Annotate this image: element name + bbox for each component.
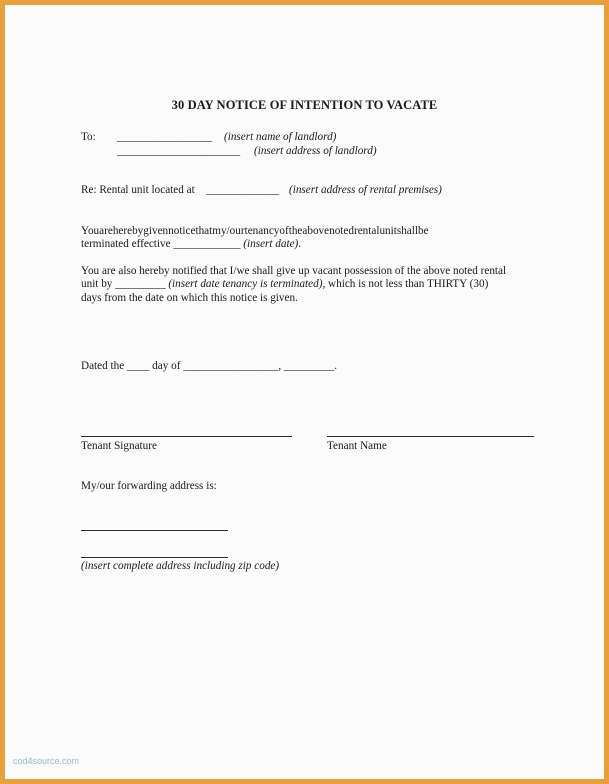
possession-paragraph — [81, 265, 543, 305]
period: . — [334, 360, 338, 372]
landlord-name-hint: (insert name of landlord) — [224, 131, 337, 143]
possession-paragraph-line3: days from the date on which this notice is given. — [81, 291, 298, 304]
notice-paragraph-line2 — [81, 238, 543, 251]
day-blank[interactable]: ____ — [126, 360, 150, 372]
tenancy-end-date-hint: (insert date tenancy is terminated) — [168, 278, 323, 291]
landlord-address-hint: (insert address of landlord) — [254, 145, 377, 157]
notice-word: given — [143, 225, 169, 237]
termination-date-hint: (insert date) — [243, 238, 299, 251]
notice-word: be — [417, 225, 429, 237]
possession-paragraph-line2 — [81, 278, 543, 291]
year-blank[interactable]: _________ — [283, 360, 335, 372]
document-title: 30 DAY NOTICE OF INTENTION TO VACATE — [171, 98, 438, 112]
notice-word: noted — [329, 225, 354, 237]
notice-word: my/our — [212, 225, 245, 237]
forwarding-address-line2[interactable] — [81, 557, 228, 558]
notice-word: of — [279, 225, 289, 237]
notice-word: unit — [379, 225, 397, 237]
dated-the-text: Dated the — [81, 360, 125, 372]
notice-word: that — [195, 225, 213, 237]
termination-date-blank[interactable]: ____________ — [173, 238, 241, 251]
notice-word: above — [302, 225, 330, 237]
unit-by-text: unit by — [81, 278, 113, 291]
notice-word: hereby — [112, 225, 144, 237]
tenant-name-line[interactable] — [327, 436, 534, 437]
day-of-text: day of — [152, 360, 181, 372]
rental-address-blank[interactable]: _____________ — [206, 184, 279, 196]
notice-word: are — [99, 225, 113, 237]
terminated-effective-text: terminated effective — [81, 238, 171, 251]
document-page — [10, 10, 599, 774]
tenant-name-label: Tenant Name — [327, 440, 387, 452]
tenant-signature-label: Tenant Signature — [81, 440, 157, 452]
rental-address-hint: (insert address of rental premises) — [289, 184, 442, 196]
notice-word: notice — [168, 225, 196, 237]
notice-paragraph-line1 — [81, 225, 543, 238]
period: . — [298, 238, 302, 251]
notice-paragraph — [81, 225, 543, 252]
forwarding-address-line1[interactable] — [81, 530, 228, 531]
tenant-signature-line[interactable] — [81, 436, 292, 437]
forwarding-address-hint: (insert complete address including zip code) — [81, 560, 280, 572]
comma: , — [278, 360, 282, 372]
notice-word: shall — [396, 225, 418, 237]
possession-paragraph-line1: You are also hereby notified that I/we shall give up vacant possession of the above noted rental — [81, 265, 507, 277]
notice-word: rental — [353, 225, 380, 237]
to-label: To: — [81, 131, 96, 143]
thirty-days-text: , which is not less than THIRTY (30) — [322, 278, 489, 291]
notice-word: the — [288, 225, 303, 237]
month-blank[interactable]: _________________ — [183, 360, 279, 372]
forwarding-address-label: My/our forwarding address is: — [81, 480, 217, 492]
re-label: Re: Rental unit located at — [81, 184, 195, 196]
tenancy-end-date-blank[interactable]: _________ — [115, 278, 166, 291]
watermark: cod4source.com — [13, 756, 80, 766]
dated-line — [81, 360, 337, 372]
notice-word: You — [81, 225, 100, 237]
landlord-name-blank[interactable]: _________________ — [117, 131, 213, 143]
notice-word: tenancy — [244, 225, 280, 237]
landlord-address-blank[interactable]: ______________________ — [117, 145, 241, 157]
